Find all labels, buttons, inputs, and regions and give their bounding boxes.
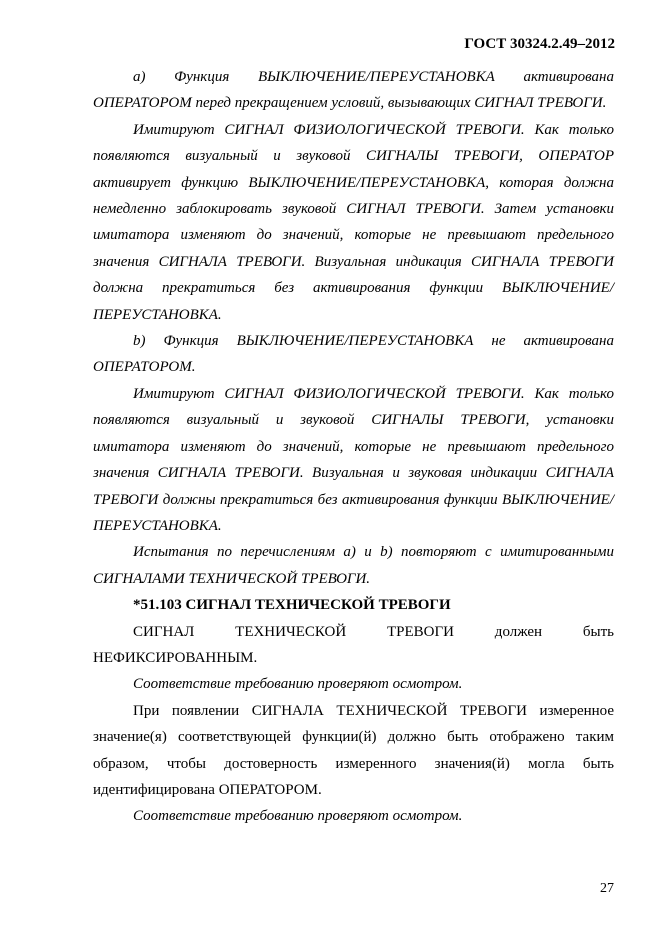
page-number: 27 [600, 881, 614, 896]
standard-number-header: ГОСТ 30324.2.49–2012 [464, 36, 615, 52]
paragraph-item-a: а) Функция ВЫКЛЮЧЕНИЕ/ПЕРЕУСТАНОВКА активирована ОПЕРАТОРОМ перед прекращением условий, вызывающих СИГНАЛ ТРЕВОГИ. [93, 69, 614, 112]
paragraph-item-b: b) Функция ВЫКЛЮЧЕНИЕ/ПЕРЕУСТАНОВКА не активирована ОПЕРАТОРОМ. [93, 333, 614, 376]
section-heading-51-103: *51.103 СИГНАЛ ТЕХНИЧЕСКОЙ ТРЕВОГИ [133, 597, 451, 614]
paragraph-compliance-1: Соответствие требованию проверяют осмотром. [133, 676, 463, 693]
paragraph-repeat-tests: Испытания по перечислениям а) и b) повторяют с имитированными СИГНАЛАМИ ТЕХНИЧЕСКОЙ ТРЕВОГИ. [93, 544, 614, 587]
paragraph-requirement: СИГНАЛ ТЕХНИЧЕСКОЙ ТРЕВОГИ должен быть НЕФИКСИРОВАННЫМ. [93, 623, 614, 666]
document-body [93, 64, 614, 830]
paragraph-item-b-procedure: Имитируют СИГНАЛ ФИЗИОЛОГИЧЕСКОЙ ТРЕВОГИ. Как только появляются визуальный и звуковой СИГНАЛЫ ТРЕВОГИ, установки имитатора изменяют до значений, которые не превышают предельного значения СИГНАЛА ТРЕВОГИ. Визуальная и звуковая индикации СИГНАЛА ТРЕВОГИ должны прекратиться без активирования функции ВЫКЛЮЧЕНИЕ/ПЕРЕУСТАНОВКА. [93, 385, 614, 534]
paragraph-measured-value: При появлении СИГНАЛА ТЕХНИЧЕСКОЙ ТРЕВОГИ измеренное значение(я) соответствующей функции(й) должно быть отображено таким образом, чтобы достоверность измеренного значения(й) могла быть идентифицирована ОПЕРАТОРОМ. [93, 702, 614, 798]
paragraph-item-a-procedure: Имитируют СИГНАЛ ФИЗИОЛОГИЧЕСКОЙ ТРЕВОГИ. Как только появляются визуальный и звуковой СИГНАЛЫ ТРЕВОГИ, ОПЕРАТОР активирует функцию ВЫКЛЮЧЕНИЕ/ПЕРЕУСТАНОВКА, которая должна немедленно заблокировать звуковой СИГНАЛ ТРЕВОГИ. Затем установки имитатора изменяют до значений, которые не превышают предельного значения СИГНАЛА ТРЕВОГИ. Визуальная индикация СИГНАЛА ТРЕВОГИ должна прекратиться без активирования функции ВЫКЛЮЧЕНИЕ/ПЕРЕУСТАНОВКА. [93, 121, 614, 323]
paragraph-compliance-2: Соответствие требованию проверяют осмотром. [133, 808, 463, 825]
